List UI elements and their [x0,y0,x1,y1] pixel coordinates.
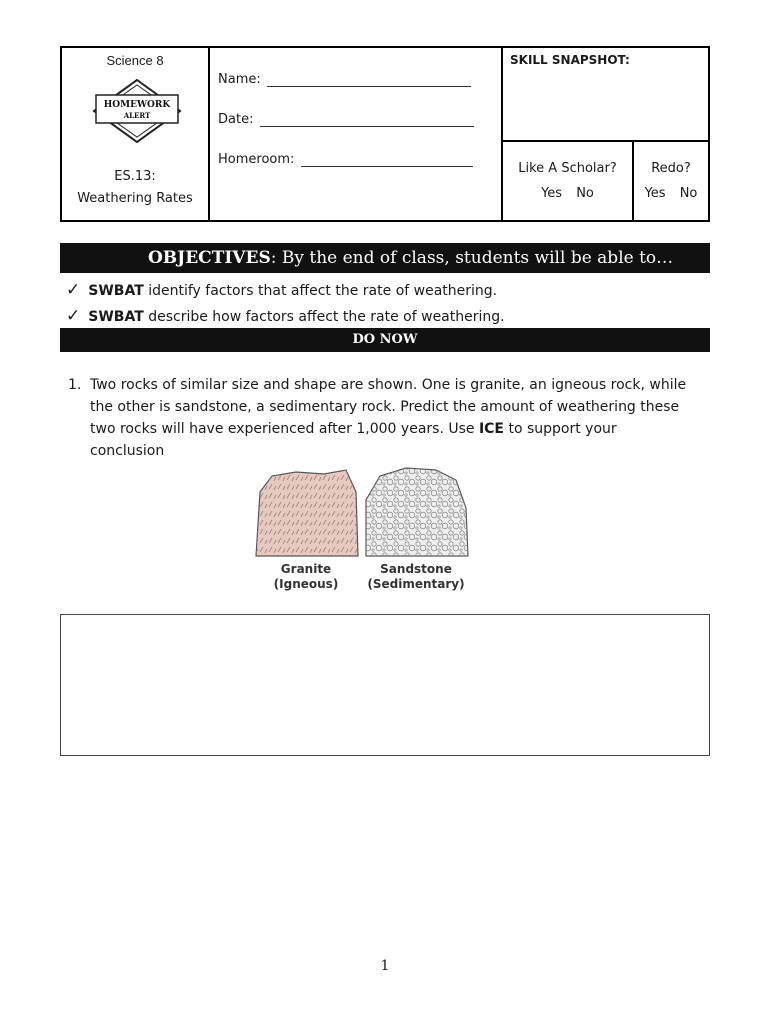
question-1 [68,374,688,462]
like-scholar-label: Like A Scholar? [518,161,617,176]
divider [501,140,708,142]
logo-line2: ALERT [123,111,151,120]
divider [632,140,634,220]
answer-box[interactable] [60,614,710,756]
checkmark-icon: ✓ [66,280,81,300]
skill-snapshot-label: SKILL SNAPSHOT: [510,53,630,67]
objectives-banner [60,243,710,273]
date-blank[interactable] [260,114,474,127]
objectives-heading: OBJECTIVES [148,248,271,268]
page-number: 1 [380,958,390,974]
redo-label: Redo? [651,161,691,176]
objective-item [66,280,497,300]
like-scholar-options[interactable]: Yes No [541,186,594,201]
objectives-subheading: : By the end of class, students will be able to… [270,248,674,268]
rocks-illustration [250,464,472,560]
lesson-id [62,166,208,210]
lesson-code: ES.13: [114,169,156,184]
objective-text: identify factors that affect the rate of weathering. [143,283,498,299]
course-name: Science 8 [106,53,164,68]
homework-alert-logo [92,78,182,144]
question-text: Two rocks of similar size and shape are shown. One is granite, an igneous rock, while the other is sandstone, a sedimentary rock. Predict the amount of weathering these two rocks will have experienced after 1,000 years. Use ICE to support your conclusion [90,377,687,459]
granite-label: Granite (Igneous) [273,562,339,591]
objective-text: describe how factors affect the rate of weathering. [143,309,505,325]
date-label: Date: [218,112,254,127]
homeroom-field[interactable] [218,152,473,167]
objective-swbat: SWBAT [88,309,144,325]
name-blank[interactable] [267,74,471,87]
sandstone-rock [366,468,468,556]
date-field[interactable] [218,112,474,127]
header-table [60,46,710,222]
homeroom-label: Homeroom: [218,152,295,167]
logo-line1: HOMEWORK [103,100,171,110]
lesson-title: Weathering Rates [77,191,193,206]
divider [208,48,210,220]
homeroom-blank[interactable] [301,154,473,167]
checkmark-icon: ✓ [66,306,81,326]
objective-swbat: SWBAT [88,283,144,299]
question-number: 1. [68,377,82,393]
name-field[interactable] [218,72,471,87]
sandstone-label: Sandstone (Sedimentary) [367,562,465,591]
ice-keyword: ICE [478,421,504,437]
objective-item [66,306,505,326]
redo-options[interactable]: Yes No [644,186,698,201]
granite-rock [256,470,358,556]
do-now-banner: DO NOW [60,328,710,352]
name-label: Name: [218,72,261,87]
